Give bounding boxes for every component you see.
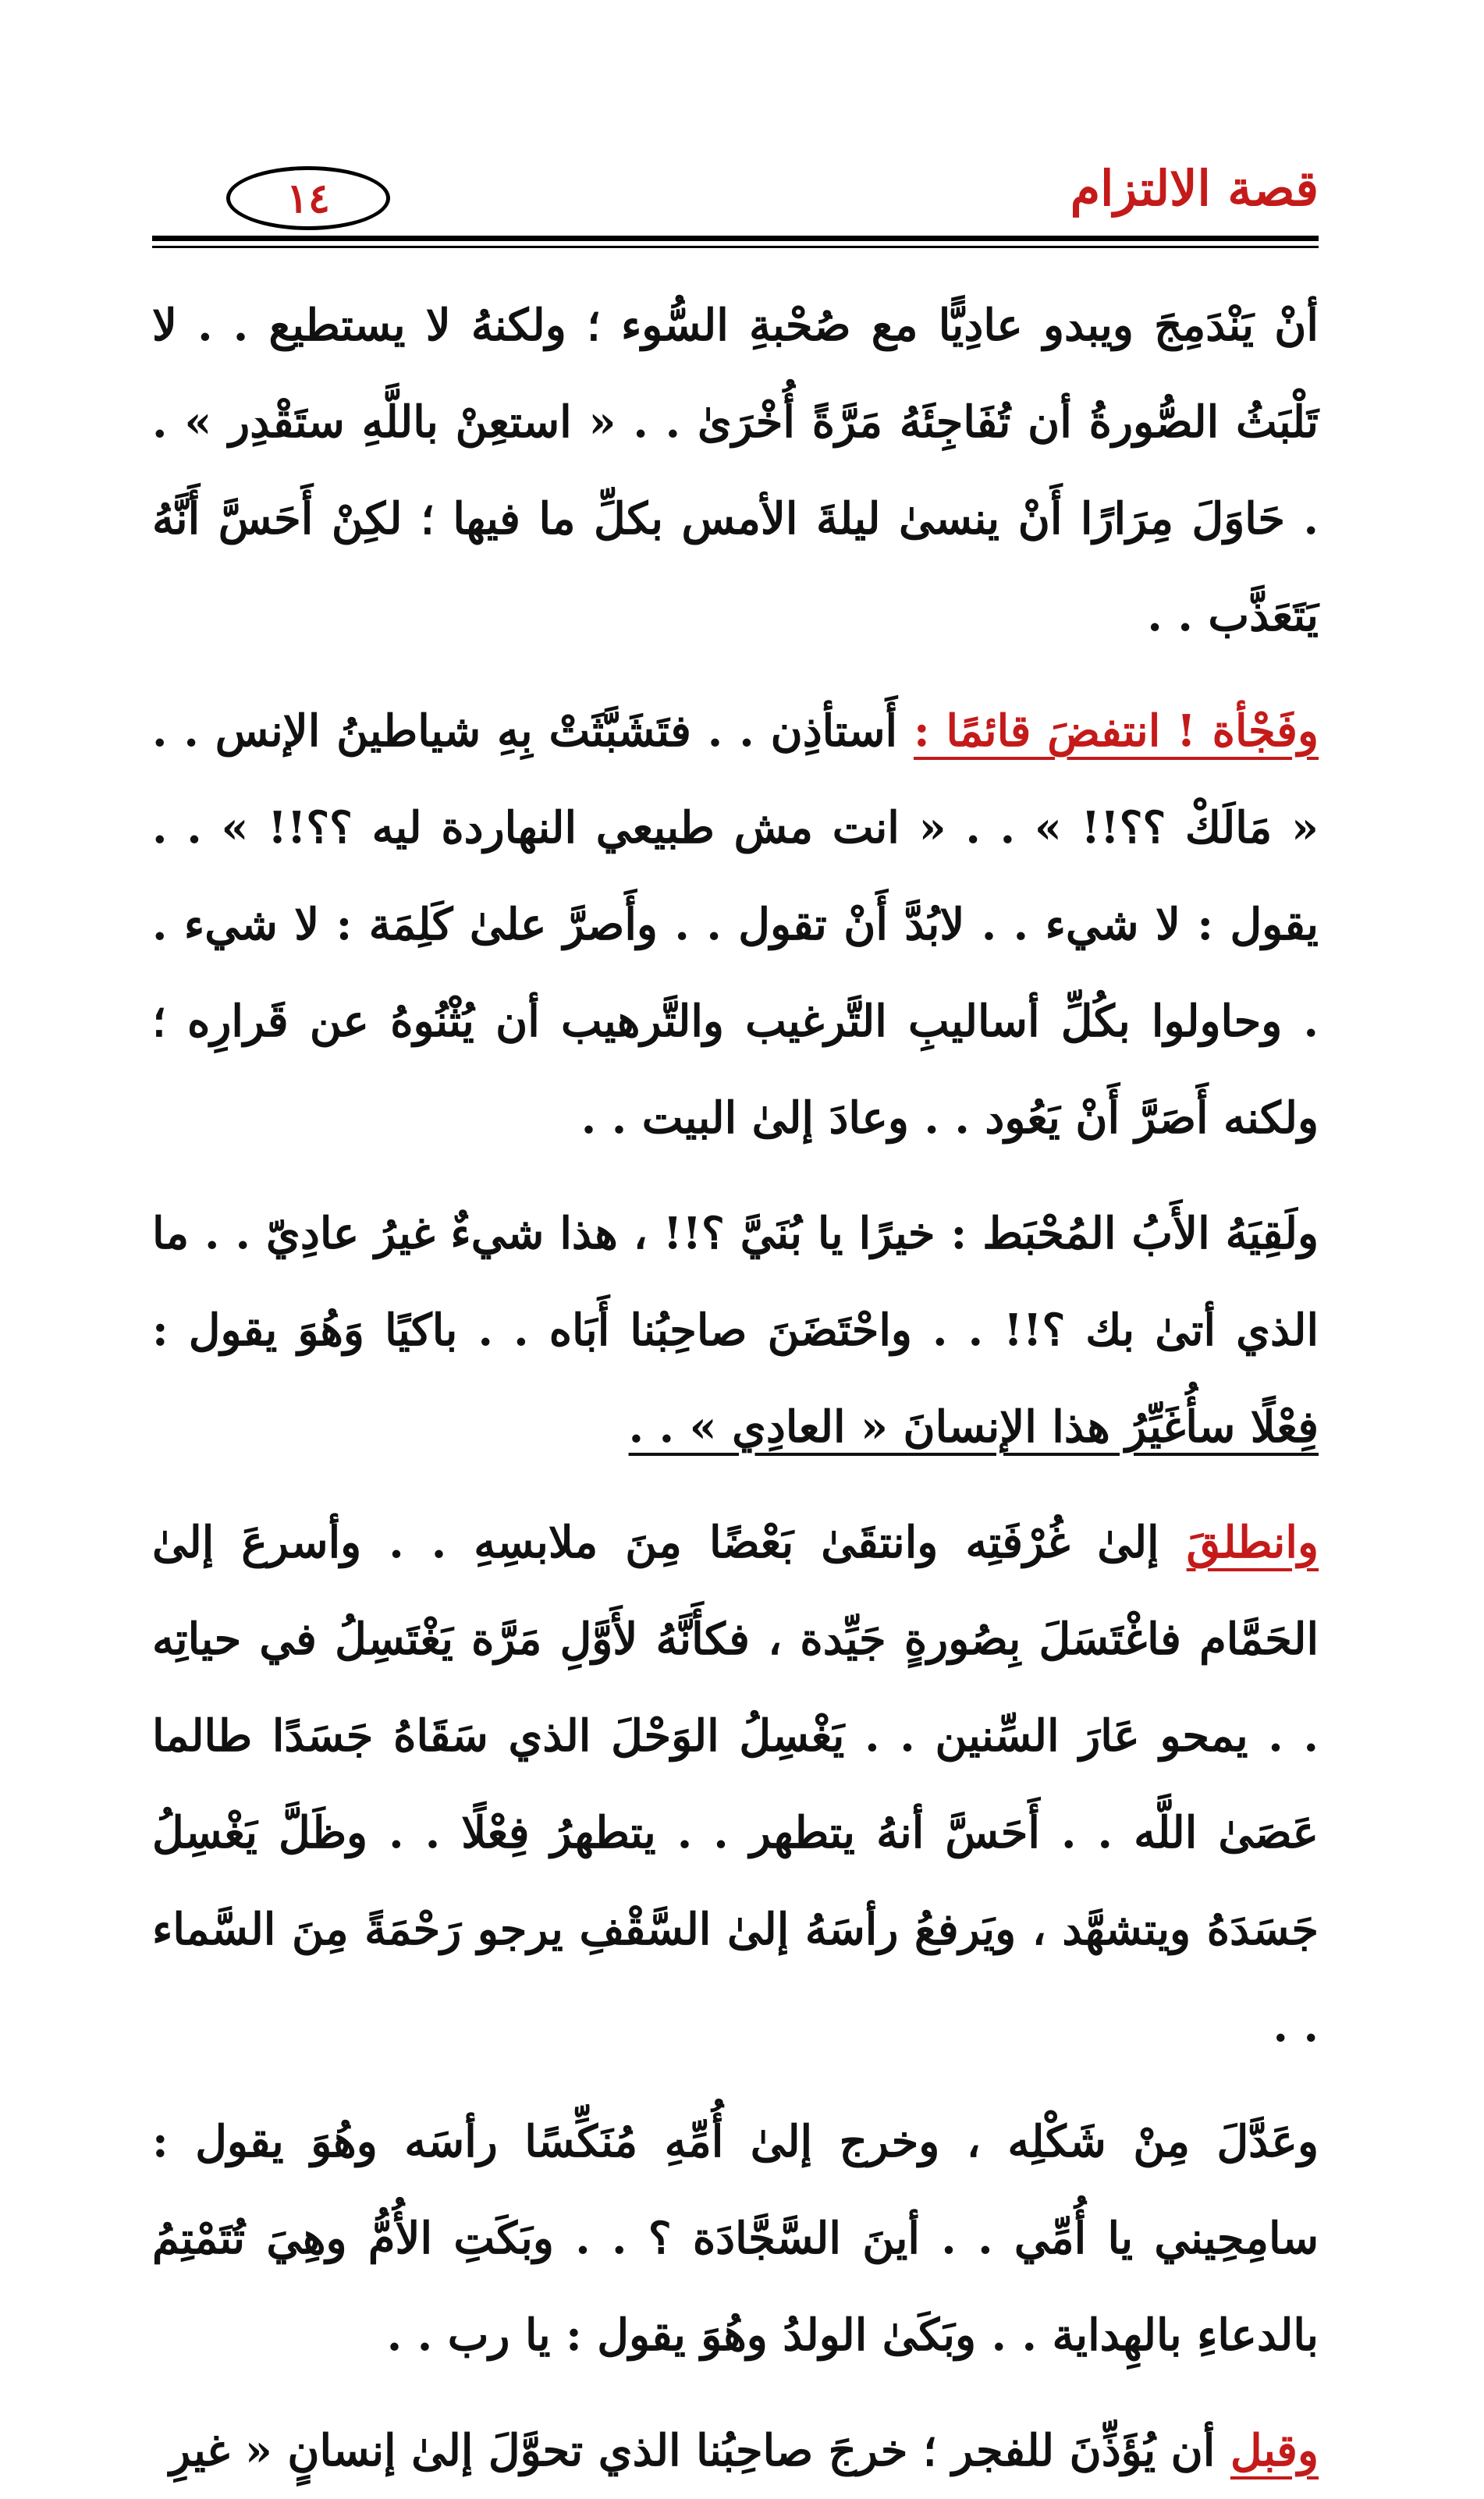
body-text [152, 277, 1319, 2499]
paragraph-text: أنْ يَنْدَمِجَ ويبدو عادِيًّا مع صُحْبةِ السُّوء ؛ ولكنهُ لا يستطيع . . لا تَلْبَثُ الصُّورةُ أن تُفَاجِئَهُ مَرَّةً أُخْرَىٰ . . « استعِنْ باللَّهِ ستَقْدِر » . . حَاوَلَ مِرَارًا أَنْ ينسىٰ ليلةَ الأمس بكلِّ ما فيها ؛ لكِنْ أَحَسَّ أَنَّهُ يَتَعَذَّب . . [152, 300, 1319, 641]
header-rule-thin [152, 246, 1319, 248]
paragraph-5 [152, 2093, 1319, 2384]
paragraph-text: أن يُؤَذِّنَ للفجر ؛ خرجَ صاحِبُنا الذي تحوَّلَ إلىٰ إنسانٍ « غيرِ [169, 2425, 1216, 2476]
paragraph-6 [152, 2402, 1319, 2499]
paragraph-4 [152, 1494, 1319, 2075]
paragraph-3 [152, 1185, 1319, 1475]
book-title: قصة الالتزام [1070, 160, 1319, 217]
page-number: ١٤ [226, 166, 390, 230]
paragraph-1 [152, 277, 1319, 664]
paragraph-underlined-text: فِعْلًا سأُغَيِّرُ هذا الإنسانَ « العادِي » . . [628, 1401, 1319, 1453]
paragraph-text: ولَقِيَهُ الأَبُ المُحْبَط : خيرًا يا بُنَيَّ ؟!! ، هذا شيءٌ غيرُ عادِيّ . . ما الذي أتىٰ بك ؟!! . . واحْتَضَنَ صاحِبُنا أَبَاه . . باكيًا وَهُوَ يقول : [152, 1208, 1319, 1356]
header-rule-thick [152, 236, 1319, 241]
paragraph-lead: وفَجْأة ! انتفضَ قائمًا : [913, 705, 1319, 757]
paragraph-lead: وقبل [1230, 2425, 1319, 2476]
paragraph-lead: وانطلقَ [1186, 1517, 1319, 1568]
paragraph-text: وعَدَّلَ مِنْ شَكْلِه ، وخرج إلىٰ أُمِّهِ مُنَكِّسًا رأسَه وهُوَ يقول : سامِحِيني يا أُمِّي . . أينَ السَّجَّادَة ؟ . . وبَكَتِ الأُمُّ وهِيَ تُتَمْتِمُ بالدعاءِ بالهِداية . . وبَكَىٰ الولدُ وهُوَ يقول : يا رب . . [152, 2116, 1319, 2361]
paragraph-text: أَستأذِن . . فتَشَبَّثَتْ بِهِ شياطينُ الإنس . . « مَالَكْ ؟؟!! » . . « انت مش طبيعي النهاردة ليه ؟؟!! » . . يقول : لا شيء . . لابُدَّ أَنْ تقول . . وأَصرَّ علىٰ كَلِمَة : لا شيء . . وحاولوا بكُلِّ أساليبِ التَّرغيب والتَّرهيب أن يُثْنُوهُ عن قَرارِه ؛ ولكنه أَصَرَّ أَنْ يَعُود . . وعادَ إلىٰ البيت . . [152, 705, 1319, 1144]
paragraph-2 [152, 683, 1319, 1166]
paragraph-text: إلىٰ غُرْفَتِه وانتقَىٰ بَعْضًا مِنَ ملابسِهِ . . وأسرعَ إلىٰ الحَمَّام فاغْتَسَلَ بِصُورةٍ جَيِّدة ، فكأَنَّهُ لأَوَّلِ مَرَّة يَغْتَسِلُ في حياتِه . . يمحو عَارَ السِّنين . . يَغْسِلُ الوَحْلَ الذي سَقَاهُ جَسَدًا طالما عَصَىٰ اللَّه . . أَحَسَّ أنهُ يتطهر . . يتطهرُ فِعْلًا . . وظَلَّ يَغْسِلُ جَسَدَهُ ويتشهَّد ، ويَرفعُ رأسَهُ إلىٰ السَّقْفِ يرجو رَحْمَةً مِنَ السَّماء . . [152, 1517, 1319, 2052]
